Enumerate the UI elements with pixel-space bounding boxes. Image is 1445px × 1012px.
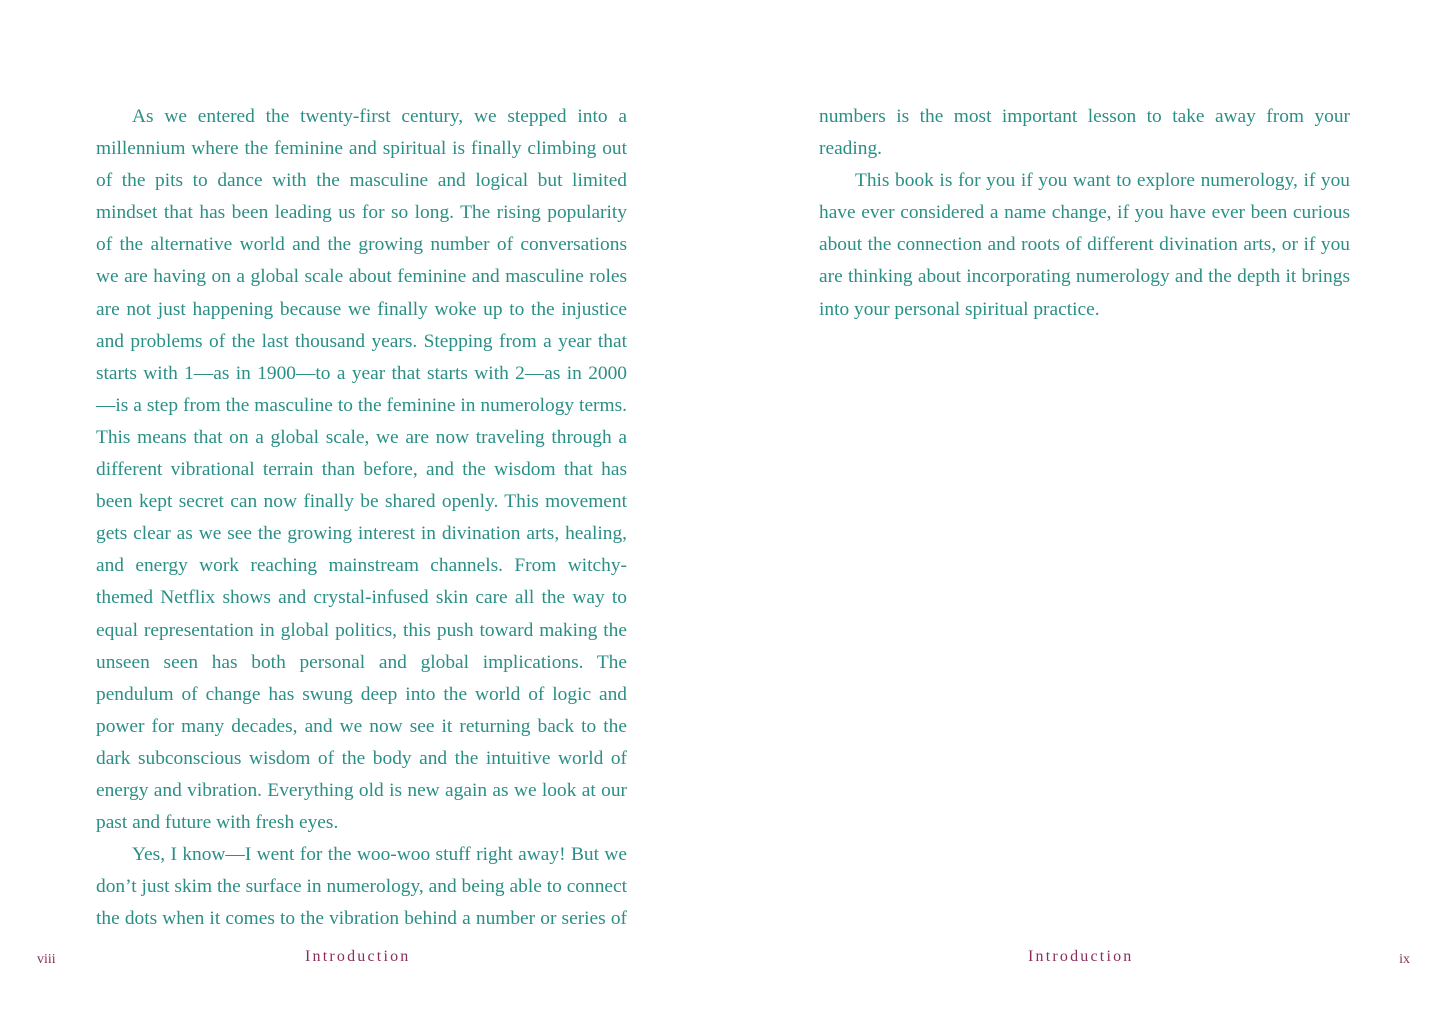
left-text-column	[96, 101, 627, 935]
running-head: Introduction	[1028, 948, 1134, 965]
page-number: ix	[1399, 952, 1410, 967]
right-page	[722, 0, 1444, 1012]
body-paragraph: As we entered the twenty-first century, we stepped into a millennium where the feminine and spiritual is finally climbing out of the pits to dance with the masculine and logical but limited mindset that has been leading us for so long. The rising popularity of the alternative world and the growing number of conversations we are having on a global scale about feminine and masculine roles are not just happening because we finally woke up to the injustice and problems of the last thousand years. Stepping from a year that starts with 1—as in 1900—to a year that starts with 2—as in 2000—is a step from the masculine to the feminine in numerology terms. This means that on a global scale, we are now traveling through a different vibrational terrain than before, and the wisdom that has been kept secret can now finally be shared openly. This movement gets clear as we see the growing interest in divination arts, healing, and energy work reaching mainstream channels. From witchy-themed Netflix shows and crystal-infused skin care all the way to equal representation in global politics, this push toward making the unseen seen has both personal and global implications. The pendulum of change has swung deep into the world of logic and power for many decades, and we now see it returning back to the dark subconscious wisdom of the body and the intuitive world of energy and vibration. Everything old is new again as we look at our past and future with fresh eyes.	[96, 106, 627, 834]
body-paragraph: Yes, I know—I went for the woo-woo stuff right away! But we don’t just skim the surface in numerology, and being able to connect the dots when it comes to the vibration behind a number or series of	[96, 844, 627, 930]
right-text-column	[819, 101, 1350, 326]
body-paragraph: numbers is the most important lesson to take away from your reading.	[819, 106, 1350, 160]
body-paragraph: This book is for you if you want to explore numerology, if you have ever considered a name change, if you have ever been curious about the connection and roots of different divination arts, or if you are thinking about incorporating numerology and the depth it brings into your personal spiritual practice.	[819, 170, 1350, 320]
page-number: viii	[37, 952, 56, 967]
left-page	[0, 0, 722, 1012]
running-head: Introduction	[305, 948, 411, 965]
